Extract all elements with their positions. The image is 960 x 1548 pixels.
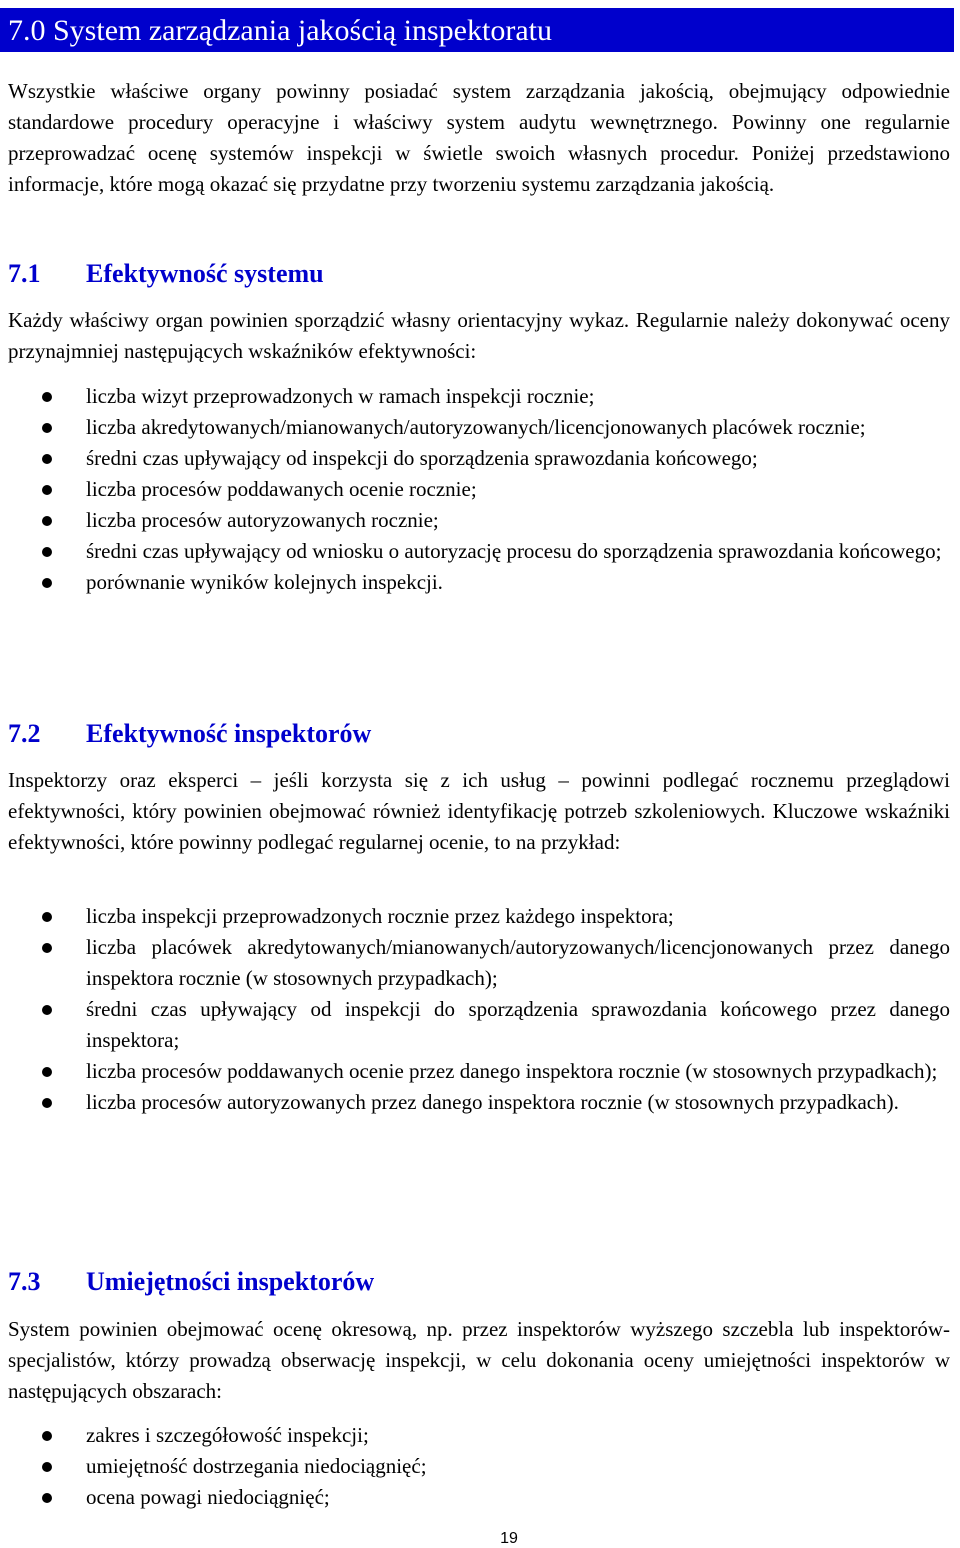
bullet-icon [42,1493,52,1503]
list-item: liczba procesów autoryzowanych rocznie; [0,505,950,536]
list-item: zakres i szczegółowość inspekcji; [0,1420,950,1451]
bullet-icon [42,1005,52,1015]
bullet-icon [42,516,52,526]
bullet-icon [42,547,52,557]
bullet-icon [42,1431,52,1441]
chapter-banner [0,8,954,52]
bullet-icon [42,943,52,953]
intro-paragraph: Wszystkie właściwe organy powinny posiadać system zarządzania jakością, obejmujący odpowiednie standardowe procedury operacyjne i właściwy system audytu wewnętrznego. Powinny one regularnie przeprowadzać ocenę systemów inspekcji w świetle swoich własnych procedur. Poniżej przedstawiono informacje, które mogą okazać się przydatne przy tworzeniu systemu zarządzania jakością. [8,79,950,196]
list-item: umiejętność dostrzegania niedociągnięć; [0,1451,950,1482]
list-item: średni czas upływający od wniosku o autoryzację procesu do sporządzenia sprawozdania końcowego; [0,536,950,567]
section-heading-7-3 [8,1267,374,1297]
section-paragraph-7-2: Inspektorzy oraz eksperci – jeśli korzysta się z ich usług – powinni podlegać rocznemu przeglądowi efektywności, który powinien obejmować również identyfikację potrzeb szkoleniowych. Kluczowe wskaźniki efektywności, które powinny podlegać regularnej ocenie, to na przykład: [8,768,950,854]
section-paragraph-7-1: Każdy właściwy organ powinien sporządzić własny orientacyjny wykaz. Regularnie należy dokonywać oceny przynajmniej następujących wskaźników efektywności: [8,308,950,363]
bullet-icon [42,1098,52,1108]
bullet-icon [42,454,52,464]
bullet-icon [42,392,52,402]
bullet-icon [42,1067,52,1077]
section-heading-7-1 [8,259,324,289]
section-title: Efektywność systemu [86,259,324,288]
bullet-list-7-3 [0,1420,950,1513]
bullet-icon [42,423,52,433]
list-item: liczba procesów poddawanych ocenie rocznie; [0,474,950,505]
section-paragraph-7-3: System powinien obejmować ocenę okresową, np. przez inspektorów wyższego szczebla lub inspektorów-specjalistów, którzy prowadzą obserwację inspekcji, w celu dokonania oceny umiejętności inspektorów w następujących obszarach: [8,1317,950,1403]
bullet-list-7-1 [0,381,950,598]
list-item: liczba inspekcji przeprowadzonych rocznie przez każdego inspektora; [0,901,950,932]
list-item: ocena powagi niedociągnięć; [0,1482,950,1513]
section-heading-7-2 [8,719,371,749]
list-item: średni czas upływający od inspekcji do sporządzenia sprawozdania końcowego przez danego inspektora; [0,994,950,1056]
bullet-icon [42,912,52,922]
section-title: Efektywność inspektorów [86,719,372,748]
list-item: liczba wizyt przeprowadzonych w ramach inspekcji rocznie; [0,381,950,412]
list-item: liczba placówek akredytowanych/mianowanych/autoryzowanych/licencjonowanych przez danego inspektora rocznie (w stosownych przypadkach); [0,932,950,994]
section-number: 7.3 [8,1267,41,1296]
page-number: 19 [500,1530,518,1547]
bullet-icon [42,485,52,495]
section-number: 7.1 [8,259,41,288]
list-item: liczba procesów autoryzowanych przez danego inspektora rocznie (w stosownych przypadkach). [0,1087,950,1118]
section-number: 7.2 [8,719,41,748]
section-title: Umiejętności inspektorów [86,1267,375,1296]
list-item: liczba akredytowanych/mianowanych/autoryzowanych/licencjonowanych placówek rocznie; [0,412,950,443]
bullet-icon [42,1462,52,1472]
list-item: średni czas upływający od inspekcji do sporządzenia sprawozdania końcowego; [0,443,950,474]
list-item: porównanie wyników kolejnych inspekcji. [0,567,950,598]
bullet-icon [42,578,52,588]
chapter-title: 7.0 System zarządzania jakością inspektoratu [8,14,552,47]
bullet-list-7-2 [0,901,950,1118]
list-item: liczba procesów poddawanych ocenie przez danego inspektora rocznie (w stosownych przypadkach); [0,1056,950,1087]
